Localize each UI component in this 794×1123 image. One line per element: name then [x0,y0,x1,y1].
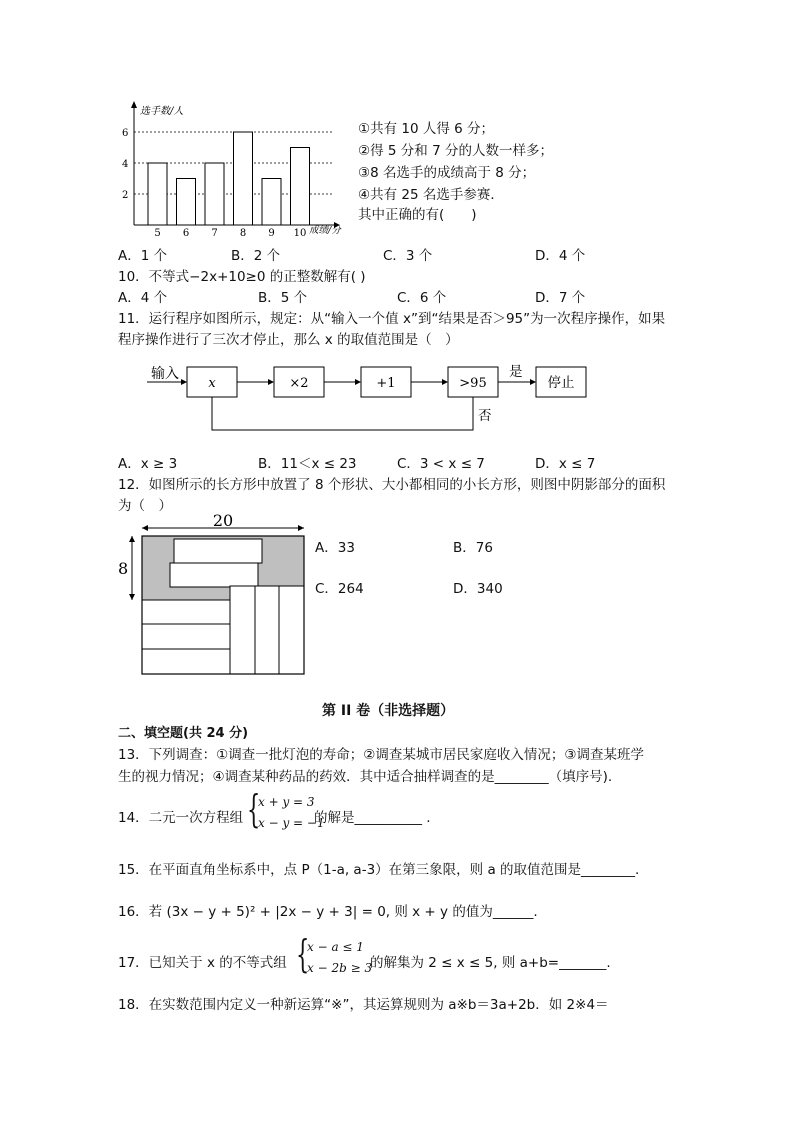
q12-option-c[interactable]: C．264 [315,581,364,597]
x-tick-label: 5 [154,228,161,238]
small-rect-3 [142,600,230,624]
q17-eq-1: x − a ≤ 1 [307,940,364,954]
q9-option-a[interactable]: A．1 个 [118,248,168,264]
bar-score-8 [234,132,253,225]
x-tick-label: 7 [211,228,218,238]
q13-line-1: 13．下列调查：①调查一批灯泡的寿命；②调查某城市居民家庭收入情况；③调查某班学 [118,747,644,763]
bar-score-5 [148,163,167,225]
q10-stem: 10．不等式−2x+10≥0 的正整数解有( ) [118,269,366,285]
q12-option-b[interactable]: B．76 [453,540,493,556]
bar-score-6 [177,179,196,226]
q14-brace: { [247,787,261,831]
flow-box-stop-label: 停止 [547,375,575,391]
flow-box-gt95-label: >95 [459,376,487,391]
q11-stem-line-2: 程序操作进行了三次才停止，那么 x 的取值范围是（ ） [118,332,459,348]
section-heading: 二、填空题(共 24 分) [118,726,249,741]
q12-option-d[interactable]: D．340 [453,581,503,597]
small-rect-4 [142,624,230,649]
bar-score-9 [262,179,281,226]
q10-option-a[interactable]: A．4 个 [118,290,168,306]
flow-arrowhead-yes [530,379,536,385]
q14-suffix: 的解是__________ . [314,810,431,826]
height-label: 8 [118,559,129,578]
q14-eq-2: x − y = −1 [258,816,325,830]
width-label: 20 [212,512,234,530]
q12-option-a[interactable]: A．33 [315,540,355,556]
flow-arrowhead-1 [268,379,274,385]
q11-flowchart [145,358,595,438]
flow-arrowhead-3 [442,379,448,385]
q12-figure-svg [118,512,314,678]
y-tick-label: 2 [122,190,129,201]
q9-statement-1: ①共有 10 人得 6 分； [358,121,495,137]
q12-figure [118,512,314,678]
q15-text: 15．在平面直角坐标系中，点 P（1-a, a-3）在第三象限，则 a 的取值范围是________. [118,862,640,878]
small-rect-7 [255,586,279,674]
q9-option-d[interactable]: D．4 个 [535,248,586,264]
q17-brace: { [296,932,310,976]
small-rect-1 [174,539,262,563]
bar-score-7 [205,163,224,225]
x-tick-label: 10 [293,228,307,238]
q9-question: 其中正确的有( ) [358,207,477,223]
q11-stem-line-1: 11．运行程序如图所示，规定：从“输入一个值 x”到“结果是否＞95”为一次程序操作，如果 [118,311,666,327]
x-axis-label: 成绩/分 [309,225,341,236]
q10-option-d[interactable]: D．7 个 [535,290,586,306]
small-rect-2 [170,563,258,587]
x-tick-label: 8 [239,228,247,238]
flow-yes-label: 是 [509,364,523,380]
y-axis-label: 选手数/人 [140,106,184,117]
q10-option-c[interactable]: C．6 个 [397,290,447,306]
y-tick-label: 4 [122,159,129,170]
x-tick-label: 6 [182,228,190,238]
flow-arrowhead-in [181,379,187,385]
q11-option-d[interactable]: D．x ≤ 7 [535,456,596,472]
q17-prefix: 17．已知关于 x 的不等式组 [118,955,287,971]
q11-option-a[interactable]: A．x ≥ 3 [118,456,178,472]
q17-eq-2: x − 2b ≥ 3 [307,961,373,975]
q9-statement-4: ④共有 25 名选手参赛． [358,187,504,203]
q14-prefix: 14．二元一次方程组 [118,810,244,826]
q14-eq-1: x + y = 3 [258,795,315,809]
flow-box-x-label: x [208,376,216,391]
q9-statement-2: ②得 5 分和 7 分的人数一样多； [358,143,553,159]
flow-box-plus1-label: +1 [376,376,396,391]
q12-stem-line-1: 12．如图所示的长方形中放置了 8 个形状、大小都相同的小长方形，则图中阴影部分的面积 [118,477,666,493]
q11-option-c[interactable]: C．3 < x ≤ 7 [397,456,485,472]
width-arrow-right [298,525,304,531]
q13-line-2: 生的视力情况；④调查某种药品的药效．其中适合抽样调查的是________（填序号). [118,769,613,785]
q9-chart [112,100,352,238]
q11-flowchart-svg [145,358,595,438]
flow-arrowhead-2 [355,379,361,385]
q12-stem-line-2: 为（ ） [118,498,172,514]
q17-suffix: 的解集为 2 ≤ x ≤ 5, 则 a+b=_______. [370,955,611,971]
q11-option-b[interactable]: B．11＜x ≤ 23 [258,456,357,472]
y-tick-label: 6 [122,128,129,139]
q9-option-b[interactable]: B．2 个 [231,248,281,264]
x-tick-label: 9 [268,228,275,238]
height-arrow-bottom [129,594,135,600]
small-rect-8 [279,586,304,674]
q9-bar-chart [112,100,352,238]
q18-text: 18．在实数范围内定义一种新运算“※”，其运算规则为 a※b＝3a+2b．如 2※4＝ [118,997,609,1013]
bar-score-10 [291,148,310,226]
width-arrow-left [142,525,148,531]
section-title: 第 II 卷（非选择题） [322,703,455,719]
q16-text: 16．若 (3x − y + 5)² + |2x − y + 3| = 0, 则 x + y 的值为______. [118,904,538,920]
q10-option-b[interactable]: B．5 个 [258,290,308,306]
flow-input-label: 输入 [151,366,179,382]
y-axis-arrow [131,101,137,108]
q9-option-c[interactable]: C．3 个 [383,248,433,264]
flow-box-times2-label: ×2 [289,376,309,391]
flow-loop-line [212,397,473,430]
q9-statement-3: ③8 名选手的成绩高于 8 分； [358,165,536,181]
height-arrow-top [129,536,135,542]
flow-no-label: 否 [478,408,492,424]
small-rect-6 [230,586,255,674]
small-rect-5 [142,649,230,674]
